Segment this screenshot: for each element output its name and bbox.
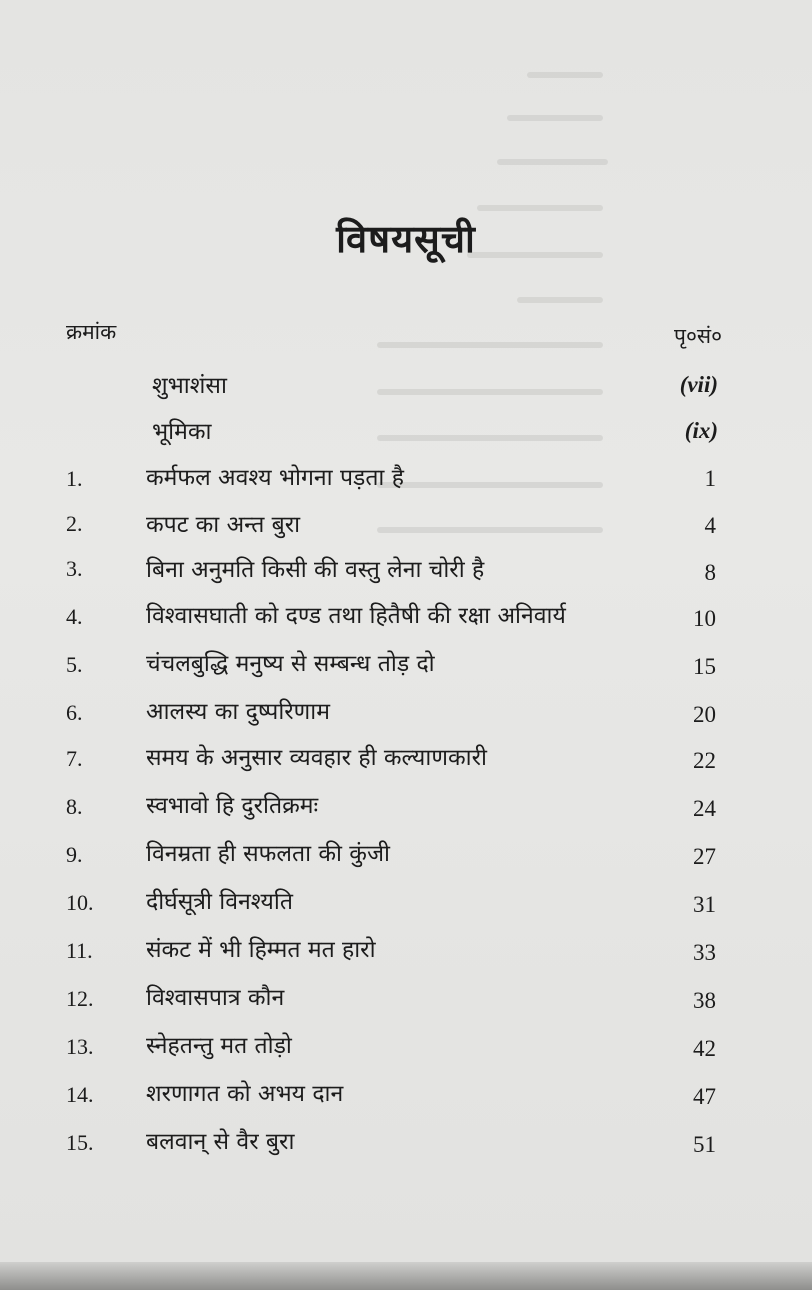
entry-title: संकट में भी हिम्मत मत हारो <box>146 937 376 963</box>
entry-title: शरणागत को अभय दान <box>146 1081 344 1107</box>
toc-entry <box>0 884 812 924</box>
entry-number: 8. <box>66 794 83 819</box>
entry-page: 15 <box>693 654 716 679</box>
toc-entry <box>0 836 812 876</box>
front-matter-page: (ix) <box>684 418 718 443</box>
entry-title: बलवान् से वैर बुरा <box>146 1129 295 1155</box>
entry-page: 27 <box>693 844 716 869</box>
toc-entry <box>0 740 812 780</box>
entry-page: 20 <box>693 702 716 727</box>
entry-title: विश्वासपात्र कौन <box>146 985 285 1011</box>
entry-number: 15. <box>66 1130 94 1155</box>
toc-entry <box>0 460 812 500</box>
entry-title: कपट का अन्त बुरा <box>146 512 301 538</box>
entry-title: स्वभावो हि दुरतिक्रमः <box>146 793 319 819</box>
entry-number: 11. <box>66 938 93 963</box>
entry-number: 5. <box>66 652 83 677</box>
entry-number: 6. <box>66 700 83 725</box>
toc-entry <box>0 932 812 972</box>
toc-entry <box>0 1028 812 1068</box>
entry-page: 24 <box>693 796 716 821</box>
toc-entry <box>0 980 812 1020</box>
entry-number: 2. <box>66 511 83 536</box>
entry-number: 12. <box>66 986 94 1011</box>
entry-page: 10 <box>693 606 716 631</box>
serial-column-header: क्रमांक <box>66 320 117 344</box>
toc-entry <box>0 598 812 638</box>
page-bottom-edge <box>0 1262 812 1290</box>
page-column-header: पृ०सं० <box>674 324 722 348</box>
toc-entry <box>0 552 812 592</box>
entry-number: 13. <box>66 1034 94 1059</box>
entry-title: दीर्घसूत्री विनश्यति <box>146 889 293 915</box>
entry-page: 4 <box>704 513 716 538</box>
front-matter-label: शुभाशंसा <box>152 373 227 399</box>
entry-title: चंचलबुद्धि मनुष्य से सम्बन्ध तोड़ दो <box>146 651 435 677</box>
entry-page: 42 <box>693 1036 716 1061</box>
front-matter-page: (vii) <box>679 372 718 397</box>
toc-entry <box>0 694 812 734</box>
front-matter-label: भूमिका <box>152 419 212 445</box>
entry-number: 3. <box>66 556 83 581</box>
entry-title: विनम्रता ही सफलता की कुंजी <box>146 841 390 867</box>
entry-title: समय के अनुसार व्यवहार ही कल्याणकारी <box>146 745 487 771</box>
entry-page: 22 <box>693 748 716 773</box>
entry-title: स्नेहतन्तु मत तोड़ो <box>146 1033 292 1059</box>
toc-entry <box>0 1124 812 1164</box>
entry-page: 8 <box>704 560 716 585</box>
entry-page: 31 <box>693 892 716 917</box>
entry-number: 10. <box>66 890 94 915</box>
entry-title: बिना अनुमति किसी की वस्तु लेना चोरी है <box>146 557 485 583</box>
entry-title: कर्मफल अवश्य भोगना पड़ता है <box>146 465 404 491</box>
page-title: विषयसूची <box>336 216 476 261</box>
entry-page: 51 <box>693 1132 716 1157</box>
toc-entry <box>0 646 812 686</box>
entry-title: विश्वासघाती को दण्ड तथा हितैषी की रक्षा अनिवार्य <box>146 603 566 629</box>
entry-number: 7. <box>66 746 83 771</box>
entry-number: 4. <box>66 604 83 629</box>
entry-page: 47 <box>693 1084 716 1109</box>
entry-page: 33 <box>693 940 716 965</box>
toc-entry <box>0 507 812 547</box>
entry-title: आलस्य का दुष्परिणाम <box>146 699 331 725</box>
toc-entry <box>0 1076 812 1116</box>
entry-number: 1. <box>66 466 83 491</box>
entry-number: 14. <box>66 1082 94 1107</box>
toc-entry <box>0 788 812 828</box>
entry-page: 38 <box>693 988 716 1013</box>
entry-number: 9. <box>66 842 83 867</box>
entry-page: 1 <box>704 466 716 491</box>
